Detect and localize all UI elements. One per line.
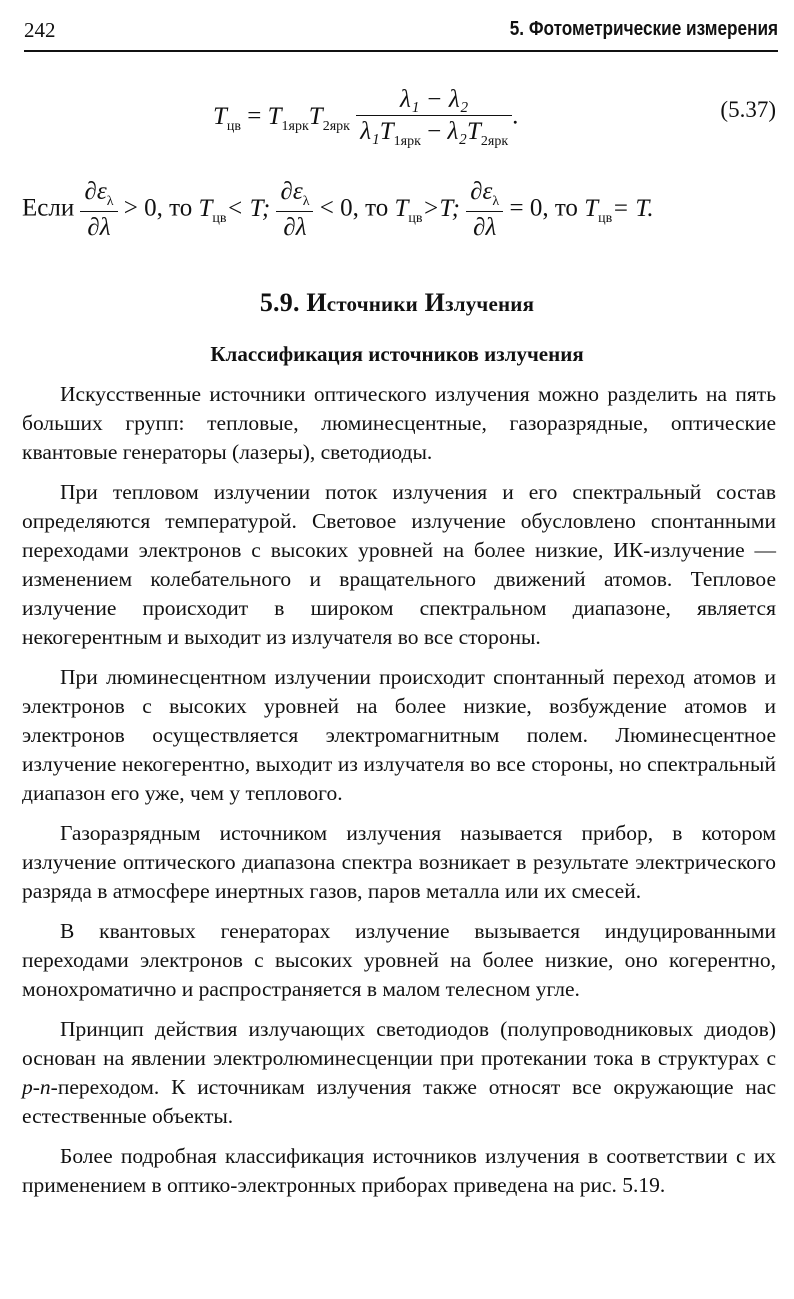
condition-line bbox=[22, 178, 778, 248]
page-header bbox=[24, 16, 778, 52]
cond3-fraction: $\frac{\partial\varepsilon_\lambda}{\partial\lambda}$ bbox=[466, 178, 503, 242]
paragraph-1: Искусственные источники оптического излучения можно разделить на пять больших групп: тепловые, люминесцентные, газоразрядные, оптические квантовые генераторы (лазеры), светодиоды. bbox=[22, 382, 776, 464]
pn-junction: p-n bbox=[22, 1075, 51, 1099]
eq-equals: = bbox=[247, 102, 262, 130]
eq-period: . bbox=[512, 102, 519, 130]
eq-denominator: $\lambda_1T_{1ярк} - \lambda_2T_{2ярк}$ bbox=[356, 115, 512, 150]
to-word-2: то bbox=[365, 194, 389, 222]
eq-t2: $T_{2ярк}$ bbox=[308, 102, 350, 134]
paragraph-5: В квантовых генераторах излучение вызывается индуцированными переходами электронов с высоких уровней на более низкие, оно когерентно, монохроматично и распространяется в малом телесном угле. bbox=[22, 919, 776, 1001]
cond2-result: $T_{цв}>T$; bbox=[394, 194, 460, 226]
section-title: 5.9. Источники Излучения bbox=[259, 288, 535, 317]
paragraph-4: Газоразрядным источником излучения называется прибор, в котором излучение оптического диапазона спектра возникает в результате электрического разряда в атмосфере инертных газов, паров металла или их смесей. bbox=[22, 821, 776, 903]
paragraph-3: При люминесцентном излучении происходит спонтанный переход атомов и электронов с высоких уровней на более низкие, возбуждение атомов и электронов осуществляется электромагнитным полем. Люминесцентное излучение некогерентно, выходит из излучателя во все стороны, но спектральный диапазон его уже, чем у теплового. bbox=[22, 665, 776, 805]
body-text bbox=[22, 380, 776, 1211]
cond3-result: $T_{цв}= T$. bbox=[584, 194, 654, 226]
cond1-fraction: $\frac{\partial\varepsilon_\lambda}{\partial\lambda}$ bbox=[80, 178, 117, 242]
subsection-title: Классификация источников излучения bbox=[210, 342, 584, 366]
page-number: 242 bbox=[24, 18, 56, 42]
cond1-relation: > 0, bbox=[123, 194, 163, 222]
equation-5-37 bbox=[213, 86, 518, 150]
equation-number: (5.37) bbox=[720, 97, 776, 122]
to-word-1: то bbox=[169, 194, 193, 222]
cond2-relation: < 0, bbox=[319, 194, 359, 222]
eq-t1: $T_{1ярк}$ bbox=[267, 102, 309, 134]
cond2-fraction: $\frac{\partial\varepsilon_\lambda}{\partial\lambda}$ bbox=[276, 178, 313, 242]
if-word: Если bbox=[22, 194, 75, 222]
paragraph-7: Более подробная классификация источников излучения в соответствии с их применением в оптико-электронных приборах приведена на рис. 5.19. bbox=[22, 1144, 776, 1197]
eq-fraction bbox=[356, 86, 512, 150]
paragraph-2: При тепловом излучении поток излучения и его спектральный состав определяются температурой. Световое излучение обусловлено спонтанными переходами электронов с высоких уровней на более низкие, ИК-излучение — изменением колебательного и вращательного движений атомов. Тепловое излучение происходит в широком спектральном диапазоне, является некогерентным и выходит из излучателя во все стороны. bbox=[22, 480, 776, 649]
cond3-relation: = 0, bbox=[509, 194, 549, 222]
eq-lhs: $T_{цв}$ bbox=[213, 102, 242, 134]
running-head: 5. Фотометрические измерения bbox=[509, 18, 778, 40]
eq-numerator: λ₁ − λ₂ bbox=[399, 86, 469, 113]
to-word-3: то bbox=[554, 194, 578, 222]
cond1-result: $T_{цв}< T$; bbox=[198, 194, 271, 226]
paragraph-6: Принцип действия излучающих светодиодов (полупроводниковых диодов) основан на явлении электролюминесценции при протекании тока в структурах с p-n-переходом. К источникам излучения также относят все окружающие нас естественные объекты. bbox=[22, 1017, 776, 1128]
